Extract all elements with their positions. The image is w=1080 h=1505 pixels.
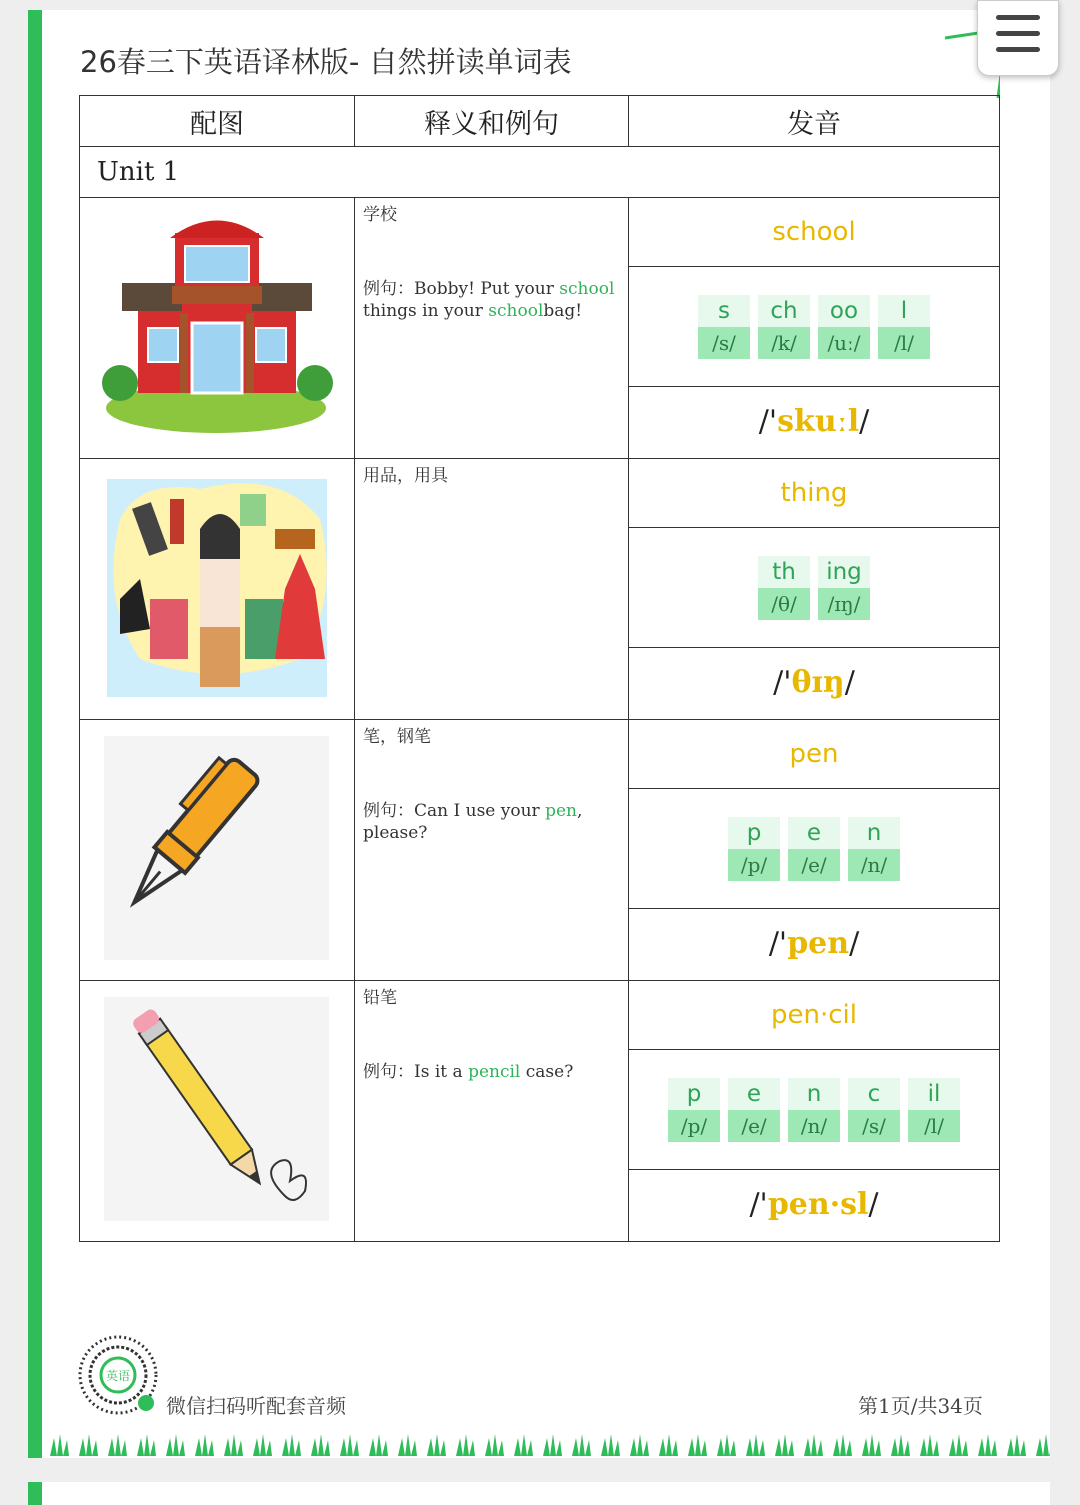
phonics-tile[interactable]: p /p/	[728, 817, 780, 881]
ipa-transcription: /'pen/	[768, 925, 860, 961]
example-text: case?	[520, 1062, 574, 1082]
example-highlight: school	[559, 279, 615, 299]
word-spelling[interactable]: pen	[629, 720, 999, 789]
grass-decoration	[46, 1432, 1050, 1456]
menu-button[interactable]	[977, 0, 1059, 76]
next-page-edge	[42, 1482, 1050, 1505]
qr-label: 英语	[105, 1369, 131, 1383]
scan-instruction: 微信扫码听配套音频	[166, 1394, 346, 1418]
next-page-green-stripe	[28, 1482, 42, 1505]
phonics-tile[interactable]: s /s/	[698, 295, 750, 359]
pencil-illustration	[80, 981, 353, 1237]
word-spelling[interactable]: thing	[629, 459, 999, 528]
school-building-illustration	[80, 198, 353, 454]
phonics-breakdown	[629, 789, 999, 909]
table-row	[80, 981, 1000, 1242]
fountain-pen-illustration	[80, 720, 353, 976]
phonics-breakdown	[629, 1050, 999, 1170]
chinese-meaning: 笔，钢笔	[363, 727, 431, 747]
phonics-tile[interactable]: ch /k/	[758, 295, 810, 359]
phonics-tile[interactable]: p /p/	[668, 1078, 720, 1142]
phonics-tile[interactable]: ing /ɪŋ/	[818, 556, 870, 620]
thing-picture	[80, 459, 355, 720]
word-spelling[interactable]: pen·cil	[629, 981, 999, 1050]
pronunciation-cell	[629, 720, 1000, 981]
phonics-tile[interactable]: e /e/	[728, 1078, 780, 1142]
example-text: , please?	[363, 801, 583, 843]
pronunciation-cell	[629, 198, 1000, 459]
left-green-stripe	[28, 10, 42, 1458]
ipa-transcription: /'pen·sl/	[749, 1186, 879, 1222]
phonics-tile[interactable]: il /l/	[908, 1078, 960, 1142]
phonics-tile[interactable]: c /s/	[848, 1078, 900, 1142]
school-picture	[80, 198, 355, 459]
word-spelling[interactable]: school	[629, 198, 999, 267]
definition-cell	[355, 981, 629, 1242]
ipa-transcription: /'θɪŋ/	[773, 664, 855, 700]
phonics-tile[interactable]: th /θ/	[758, 556, 810, 620]
definition-cell	[355, 720, 629, 981]
chinese-meaning: 铅笔	[363, 988, 397, 1008]
header-pronunciation: 发音	[629, 96, 1000, 147]
table-row	[80, 459, 1000, 720]
word-table	[79, 95, 1000, 1242]
page-title: 26春三下英语译林版- 自然拼读单词表	[80, 45, 572, 79]
shopping-illustration	[80, 459, 353, 715]
phonics-tile[interactable]: l /l/	[878, 295, 930, 359]
phonics-breakdown	[629, 267, 999, 387]
header-picture: 配图	[80, 96, 355, 147]
pencil-picture	[80, 981, 355, 1242]
qr-code[interactable]	[78, 1335, 158, 1415]
unit-label: Unit 1	[80, 147, 1000, 198]
example-highlight: pencil	[468, 1062, 521, 1082]
menu-icon	[996, 15, 1040, 20]
pronunciation-cell	[629, 459, 1000, 720]
example-label: 例句：	[363, 279, 414, 299]
header-meaning: 释义和例句	[355, 96, 629, 147]
example-text: Is it a	[414, 1062, 469, 1082]
example-highlight: pen	[545, 801, 577, 821]
definition-cell	[355, 459, 629, 720]
table-row	[80, 720, 1000, 981]
pronunciation-cell	[629, 981, 1000, 1242]
definition-cell	[355, 198, 629, 459]
phonics-tile[interactable]: n /n/	[848, 817, 900, 881]
phonics-tile[interactable]: oo /uː/	[818, 295, 870, 359]
phonics-breakdown	[629, 528, 999, 648]
phonics-tile[interactable]: n /n/	[788, 1078, 840, 1142]
pen-picture	[80, 720, 355, 981]
example-text: Can I use your	[414, 801, 546, 821]
page-number: 第1页/共34页	[858, 1394, 983, 1418]
ipa-transcription: /'skuːl/	[758, 403, 870, 439]
example-text: things in your	[363, 301, 489, 321]
chinese-meaning: 用品，用具	[363, 466, 448, 486]
example-text: bag!	[543, 301, 583, 321]
example-label: 例句：	[363, 1062, 414, 1082]
example-text: Bobby! Put your	[414, 279, 560, 299]
phonics-tile[interactable]: e /e/	[788, 817, 840, 881]
example-label: 例句：	[363, 801, 414, 821]
example-highlight: school	[488, 301, 544, 321]
chinese-meaning: 学校	[363, 205, 397, 225]
table-row	[80, 198, 1000, 459]
